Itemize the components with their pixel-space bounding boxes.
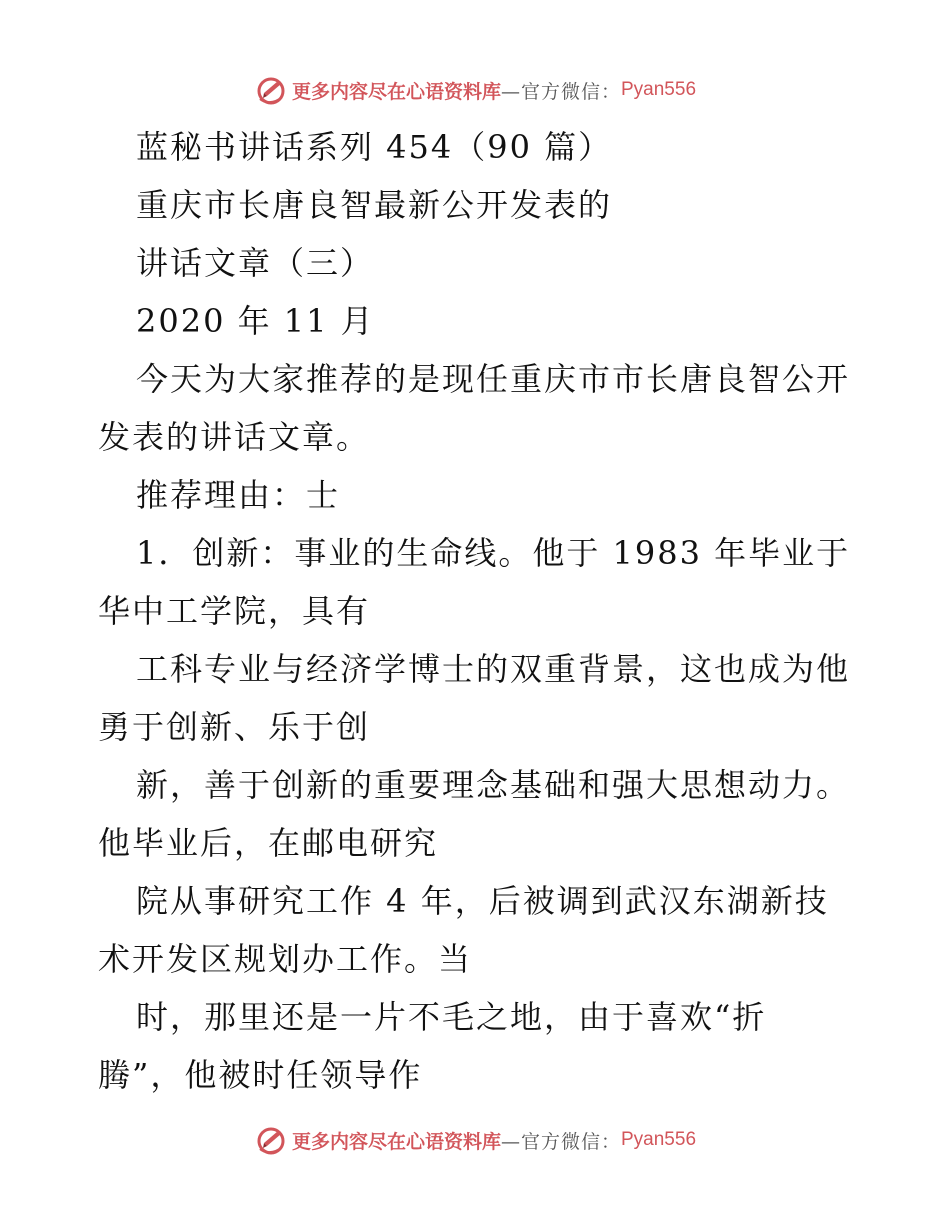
banner-wechat-handle: Pyan556 xyxy=(621,1129,697,1150)
pen-logo-icon xyxy=(254,73,288,107)
banner-separator-text: —官方微信： xyxy=(500,80,621,103)
doc-line: 1．创新：事业的生命线。他于 1983 年毕业于 xyxy=(136,534,851,572)
doc-line: 时，那里还是一片不毛之地，由于喜欢“折 xyxy=(136,998,767,1036)
doc-line: 蓝秘书讲话系列 454（90 篇） xyxy=(136,128,613,166)
pen-logo-icon xyxy=(254,1123,288,1157)
doc-line: 勇于创新、乐于创 xyxy=(98,708,371,746)
doc-line: 工科专业与经济学博士的双重背景，这也成为他 xyxy=(136,650,851,688)
doc-line: 院从事研究工作 4 年，后被调到武汉东湖新技 xyxy=(136,882,829,920)
doc-line: 腾”，他被时任领导作 xyxy=(98,1056,423,1094)
banner-main-text: 更多内容尽在心语资料库 xyxy=(291,80,501,103)
footer-watermark-banner xyxy=(0,1120,950,1160)
doc-line: 2020 年 11 月 xyxy=(136,302,375,340)
banner-wechat-handle: Pyan556 xyxy=(621,79,697,100)
doc-line: 新，善于创新的重要理念基础和强大思想动力。 xyxy=(136,766,851,804)
doc-line: 重庆市长唐良智最新公开发表的 xyxy=(136,186,613,224)
doc-line: 发表的讲话文章。 xyxy=(98,418,371,456)
header-watermark-banner xyxy=(0,70,950,110)
document-body xyxy=(98,118,858,1104)
doc-line: 他毕业后，在邮电研究 xyxy=(98,824,439,862)
doc-line: 术开发区规划办工作。当 xyxy=(98,940,473,978)
doc-line: 推荐理由：士 xyxy=(136,476,341,514)
doc-line: 华中工学院，具有 xyxy=(98,592,371,630)
banner-main-text: 更多内容尽在心语资料库 xyxy=(291,1130,501,1153)
doc-line: 今天为大家推荐的是现任重庆市市长唐良智公开 xyxy=(136,360,851,398)
banner-separator-text: —官方微信： xyxy=(500,1130,621,1153)
doc-line: 讲话文章（三） xyxy=(136,244,375,282)
